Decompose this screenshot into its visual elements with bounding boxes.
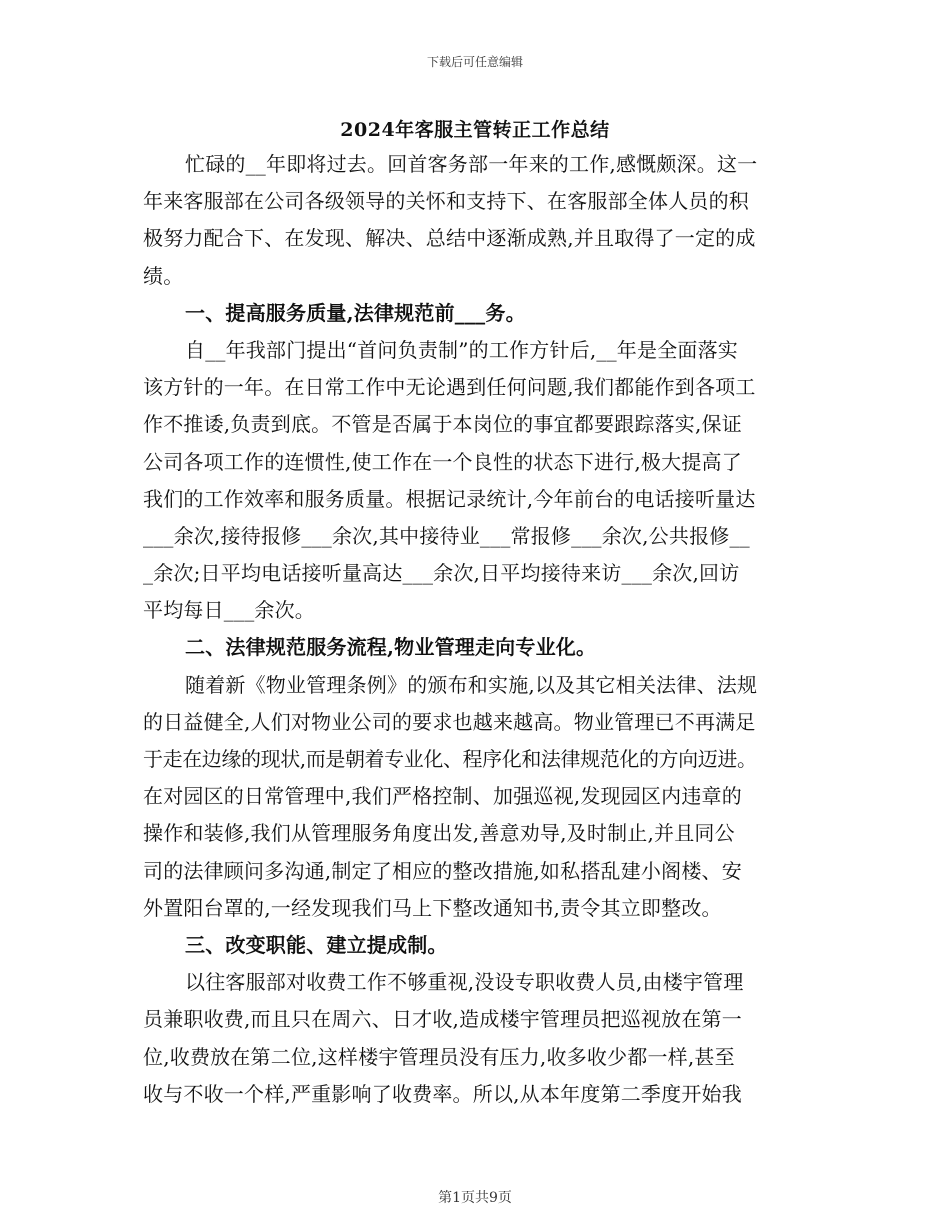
- paragraph-line: 年来客服部在公司各级领导的关怀和支持下、在客服部全体人员的积: [143, 189, 749, 214]
- page-number: 第1页共9页: [438, 1190, 512, 1206]
- paragraph-line: ___余次,接待报修___余次,其中接待业___常报修___余次,公共报修__: [143, 523, 750, 548]
- paragraph-line: _余次;日平均电话接听量高达___余次,日平均接待来访___余次,回访: [143, 561, 740, 586]
- paragraph-line: 公司各项工作的连惯性,使工作在一个良性的状态下进行,极大提高了: [143, 449, 742, 474]
- section-heading: 一、提高服务质量,法律规范前___务。: [185, 300, 526, 325]
- paragraph-line: 在对园区的日常管理中,我们严格控制、加强巡视,发现园区内违章的: [143, 784, 742, 809]
- paragraph-line: 位,收费放在第二位,这样楼宇管理员没有压力,收多收少都一样,甚至: [143, 1044, 735, 1069]
- paragraph-line: 我们的工作效率和服务质量。根据记录统计,今年前台的电话接听量达: [143, 486, 756, 511]
- paragraph-line: 绩。: [143, 263, 184, 288]
- document-body: [143, 146, 823, 1113]
- paragraph-line: 自__年我部门提出“首问负责制”的工作方针后,__年是全面落实: [185, 337, 739, 362]
- section-heading: 二、法律规范服务流程,物业管理走向专业化。: [185, 635, 597, 660]
- paragraph-line: 以往客服部对收费工作不够重视,没设专职收费人员,由楼宇管理: [185, 970, 744, 995]
- header-note: 下载后可任意编辑: [426, 55, 523, 69]
- paragraph-line: 操作和装修,我们从管理服务角度出发,善意劝导,及时制止,并且同公: [143, 821, 735, 846]
- paragraph-line: 员兼职收费,而且只在周六、日才收,造成楼宇管理员把巡视放在第一: [143, 1007, 742, 1032]
- paragraph-line: 的日益健全,人们对物业公司的要求也越来越高。物业管理已不再满足: [143, 709, 756, 734]
- document-title: 2024年客服主管转正工作总结: [340, 119, 610, 141]
- paragraph-line: 外置阳台罩的,一经发现我们马上下整改通知书,责令其立即整改。: [143, 895, 722, 920]
- paragraph-line: 作不推诿,负责到底。不管是否属于本岗位的事宜都要跟踪落实,保证: [143, 412, 742, 437]
- paragraph-line: 收与不收一个样,严重影响了收费率。所以,从本年度第二季度开始我: [143, 1081, 742, 1106]
- paragraph-line: 平均每日___余次。: [143, 598, 315, 623]
- paragraph-line: 随着新《物业管理条例》的颁布和实施,以及其它相关法律、法规: [185, 672, 758, 697]
- paragraph-line: 司的法律顾问多沟通,制定了相应的整改措施,如私搭乱建小阁楼、安: [143, 858, 742, 883]
- paragraph-line: 该方针的一年。在日常工作中无论遇到任何问题,我们都能作到各项工: [143, 375, 756, 400]
- section-heading: 三、改变职能、建立提成制。: [185, 932, 448, 957]
- paragraph-line: 于走在边缘的现状,而是朝着专业化、程序化和法律规范化的方向迈进。: [143, 747, 757, 771]
- paragraph-line: 忙碌的__年即将过去。回首客务部一年来的工作,感慨颇深。这一: [185, 152, 758, 176]
- paragraph-line: 极努力配合下、在发现、解决、总结中逐渐成熟,并且取得了一定的成: [143, 226, 756, 251]
